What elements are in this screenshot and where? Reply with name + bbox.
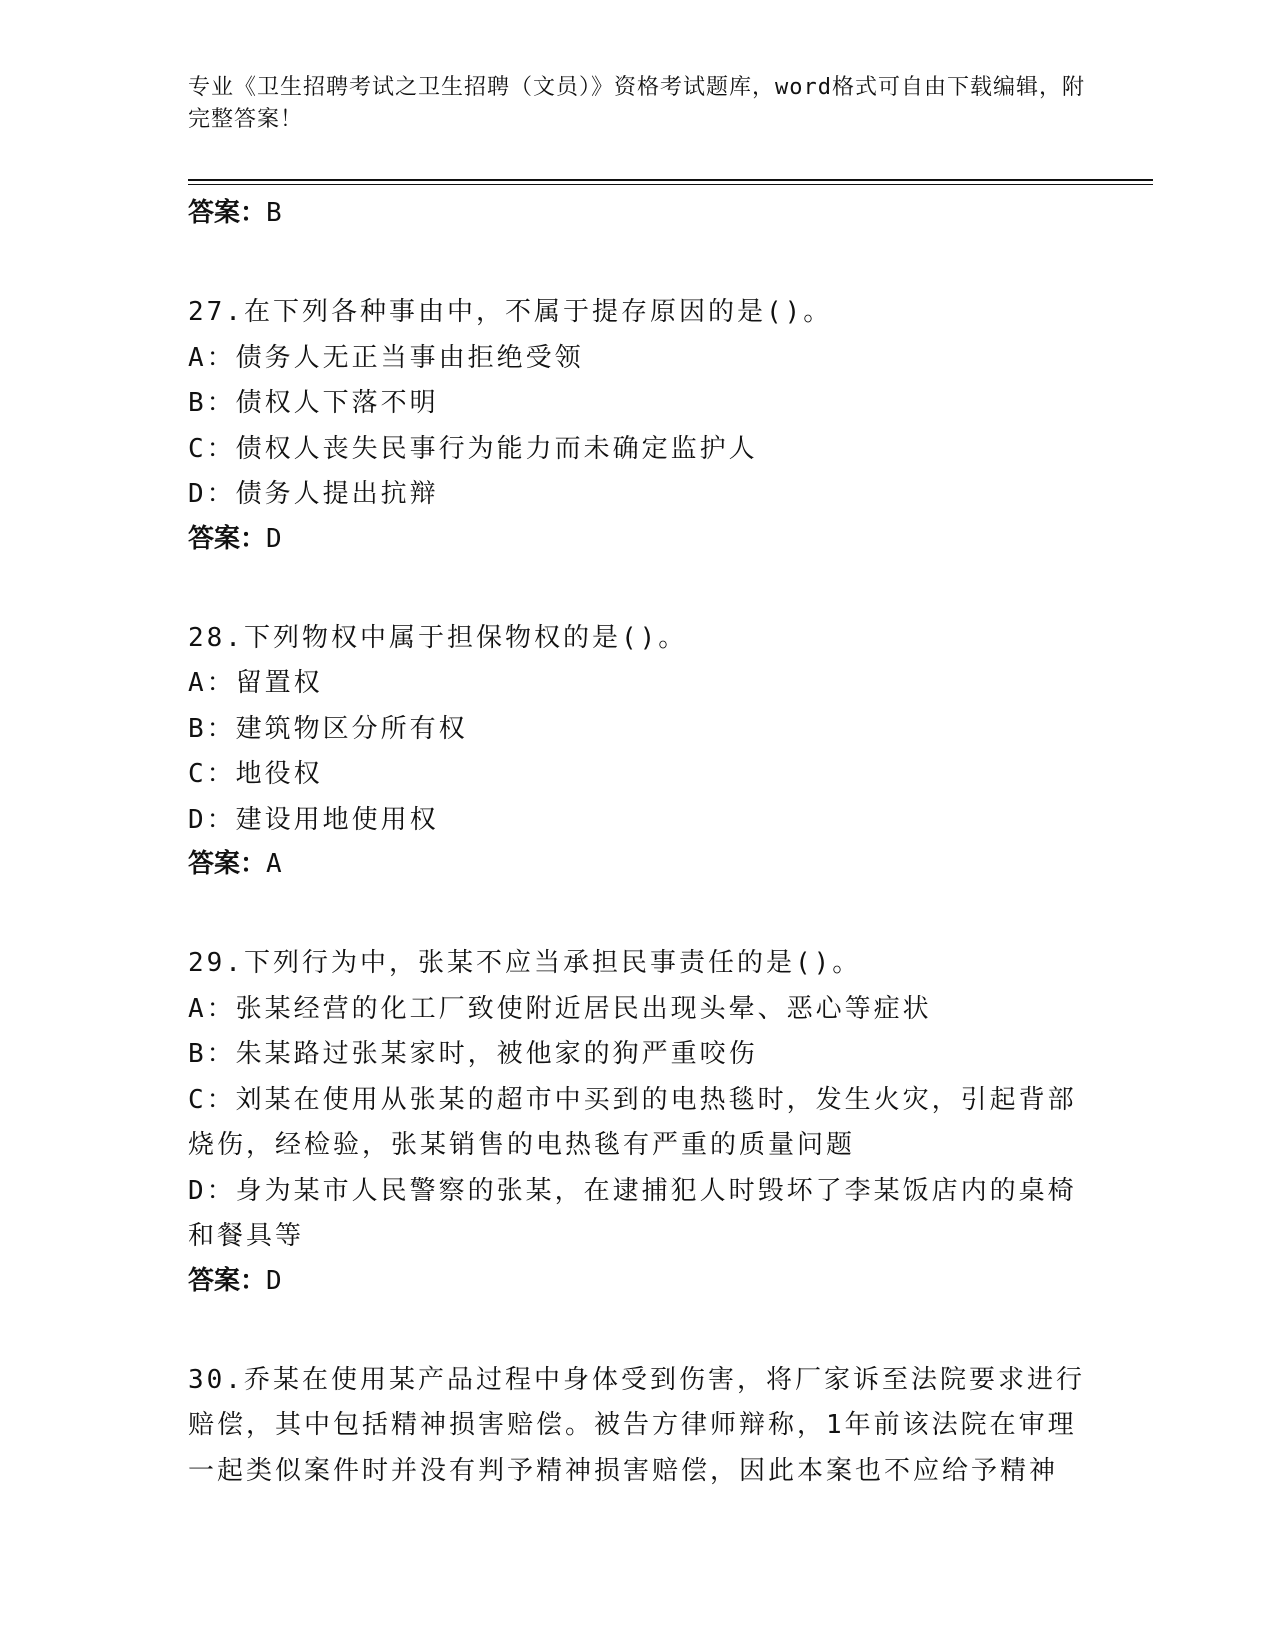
question-stem: 28.下列物权中属于担保物权的是()。: [188, 622, 688, 653]
answer-line: [188, 192, 1088, 234]
answer-value: D: [266, 523, 282, 554]
answer-line: [188, 843, 1088, 885]
option-d: D：债务人提出抗辩: [188, 479, 439, 509]
answer-line: [188, 518, 1088, 560]
question-30: [188, 1358, 1088, 1495]
question-27: [188, 290, 1088, 560]
option-b: B：朱某路过张某家时，被他家的狗严重咬伤: [188, 1039, 758, 1069]
header-divider-thick: [188, 179, 1153, 181]
answer-label: 答案：: [188, 198, 267, 228]
question-29: [188, 941, 1088, 1302]
option-d: D：身为某市人民警察的张某，在逮捕犯人时毁坏了李某饭店内的桌椅和餐具等: [188, 1175, 1077, 1251]
option-c: C：刘某在使用从张某的超市中买到的电热毯时，发生火灾，引起背部烧伤，经检验，张某销售的电热毯有严重的质量问题: [188, 1084, 1077, 1160]
answer-value: A: [266, 849, 282, 879]
option-c: C：地役权: [188, 759, 323, 789]
question-28: [188, 616, 1088, 886]
question-stem: 30.乔某在使用某产品过程中身体受到伤害，将厂家诉至法院要求进行赔偿，其中包括精神损害赔偿。被告方律师辩称，1年前该法院在审理一起类似案件时并没有判予精神损害赔偿，因此本案也不应给予精神: [188, 1364, 1085, 1486]
answer-label: 答案：: [188, 523, 267, 554]
option-b: B：建筑物区分所有权: [188, 713, 468, 744]
answer-label: 答案：: [188, 1265, 267, 1296]
option-b: B：债权人下落不明: [188, 388, 439, 418]
answer-value: D: [266, 1265, 282, 1296]
document-body: [188, 192, 1088, 1494]
option-d: D：建设用地使用权: [188, 804, 439, 835]
answer-label: 答案：: [188, 849, 267, 879]
document-header: 专业《卫生招聘考试之卫生招聘（文员）》资格考试题库，word格式可自由下载编辑，附完整答案！: [188, 75, 1085, 132]
question-stem: 27.在下列各种事由中，不属于提存原因的是()。: [188, 297, 833, 327]
option-a: A：留置权: [188, 668, 323, 698]
question-stem: 29.下列行为中，张某不应当承担民事责任的是()。: [188, 948, 862, 978]
answer-value: B: [266, 198, 282, 228]
header-divider-thin: [188, 184, 1153, 185]
option-a: A：债务人无正当事由拒绝受领: [188, 342, 584, 373]
option-c: C：债权人丧失民事行为能力而未确定监护人: [188, 433, 758, 464]
option-a: A：张某经营的化工厂致使附近居民出现头晕、恶心等症状: [188, 993, 932, 1024]
answer-line: [188, 1260, 1088, 1302]
